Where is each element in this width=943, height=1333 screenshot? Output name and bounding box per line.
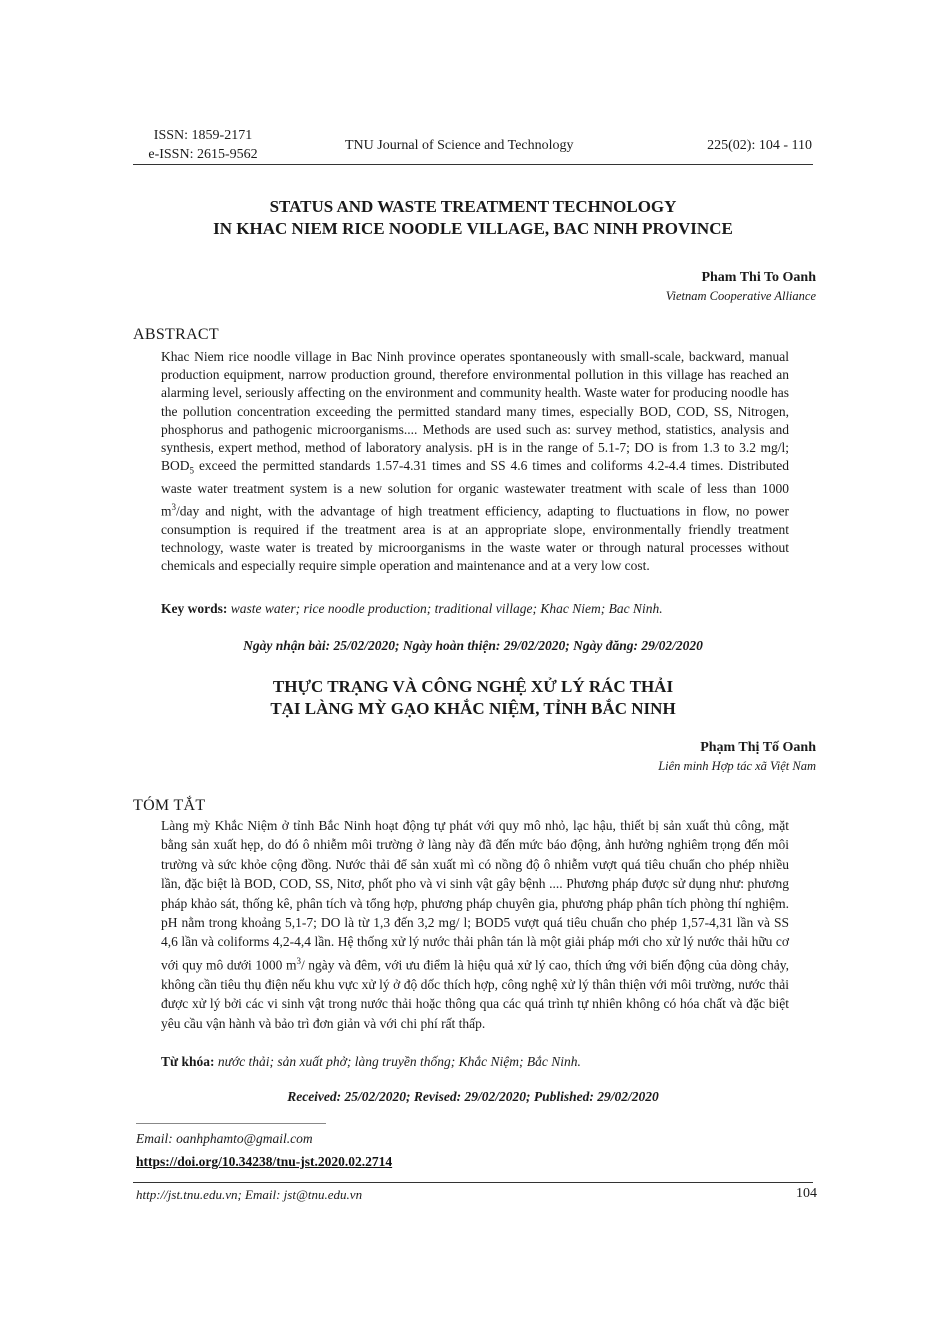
english-keywords (161, 601, 789, 617)
abstract-part3: /day and night, with the advantage of high treatment efficiency, adapting to fluctuations in flow, no power consumption is required if the treatment area is at an appropriate slope, environmentally friendly treatment technology, waste water is treated by microorganisms in the waste water or through natural processes without chemicals and especially require simple operation and maintenance and at a very low cost. (161, 503, 789, 574)
footnote-rule (136, 1123, 326, 1124)
vn-cubic-superscript: 3 (296, 955, 301, 966)
keywords-label: Key words: (161, 601, 228, 616)
journal-name: TNU Journal of Science and Technology (345, 138, 574, 153)
footer-links[interactable]: http://jst.tnu.edu.vn; Email: jst@tnu.edu.vn (136, 1187, 363, 1202)
english-title (133, 196, 813, 240)
author-email[interactable]: Email: oanhphamto@gmail.com (136, 1131, 313, 1146)
footer-rule (133, 1182, 813, 1183)
issn-block (133, 126, 273, 164)
vietnamese-keywords (161, 1054, 789, 1070)
cubic-superscript: 3 (171, 502, 177, 513)
tu-khoa-text: nước thải; sản xuất phở; làng truyền thống; Khắc Niệm; Bắc Ninh. (217, 1054, 581, 1069)
english-title-line1: STATUS AND WASTE TREATMENT TECHNOLOGY (269, 197, 677, 216)
english-title-line2: IN KHAC NIEM RICE NOODLE VILLAGE, BAC NINH PROVINCE (213, 219, 733, 238)
vietnamese-title-line2: TẠI LÀNG MỲ GẠO KHẮC NIỆM, TỈNH BẮC NINH (270, 699, 676, 718)
tom-tat-heading: TÓM TẮT (133, 797, 206, 814)
vietnamese-abstract (161, 816, 789, 1033)
bod-subscript: 5 (189, 465, 195, 476)
english-affiliation: Vietnam Cooperative Alliance (665, 289, 816, 303)
tom-tat-part2: / ngày và đêm, với ưu điểm là hiệu quả xử lý cao, thích ứng với biến động của dòng chảy, không cần tiêu thụ điện nếu khu vực xử lý ở độ dốc thích hợp, công nghệ xử lý thân thiện với môi trường, nước thải được xử lý bởi các vi sinh vật trong nước thải hoặc thông qua các quá trình tự nhiên không có hóa chất và đặc biệt yêu cầu vận hành và bảo trì đơn giản và với chi phí rất thấp. (161, 957, 789, 1031)
eissn: e-ISSN: 2615-9562 (148, 147, 258, 162)
vietnamese-affiliation: Liên minh Hợp tác xã Việt Nam (658, 759, 816, 773)
vietnamese-title (133, 676, 813, 720)
english-author: Pham Thi To Oanh (701, 270, 816, 285)
tom-tat-part1: Làng mỳ Khắc Niệm ở tỉnh Bắc Ninh hoạt động tự phát với quy mô nhỏ, lạc hậu, thiết bị sản xuất thủ công, mặt bằng sản xuất hẹp, do đó ô nhiễm môi trường ở làng này đã đến mức báo động, ảnh hưởng nghiêm trọng đến môi trường và sức khỏe cộng đồng. Nước thải để sản xuất mì có nồng độ ô nhiễm vượt quá tiêu chuẩn cho phép nhiều lần, đặc biệt là BOD, COD, SS, Nitơ, phốt pho và vi sinh vật gây bệnh .... Phương pháp được sử dụng như: phương pháp khảo sát, thống kê, phân tích và tổng hợp, phương pháp chuyên gia, phương pháp phân tích phòng thí nghiệm. pH nằm trong khoảng 5,1-7; DO là từ 1,3 đến 3,2 mg/ l; BOD5 vượt quá tiêu chuẩn cho phép 1,57-4,31 lần và SS 4,6 lần và coliforms 4,2-4,4 lần. Hệ thống xử lý nước thải phân tán là một giải pháp mới cho xử lý nước thải hữu cơ với quy mô dưới 1000 m (161, 818, 789, 973)
page-number: 104 (796, 1186, 817, 1201)
volume-pages: 225(02): 104 - 110 (707, 138, 812, 153)
abstract-heading: ABSTRACT (133, 326, 219, 343)
abstract-part1: Khac Niem rice noodle village in Bac Ninh province operates spontaneously with small-scale, backward, manual production equipment, narrow production ground, therefore environmental pollution in this village has reached an alarming level, seriously affecting on the environment and community health. Waste water for producing noodle has the pollution concentration exceeding the permitted standard many times, especially BOD, COD, SS, Nitrogen, phosphorus and pathogenic microorganisms.... Methods are used such as: survey method, statistics, analysis and synthesis, expert method, method of laboratory analysis. pH is in the range of 5.1-7; DO is from 1.3 to 3.2 mg/l; BOD (161, 349, 789, 474)
vietnamese-author: Phạm Thị Tố Oanh (700, 740, 816, 755)
header-rule (133, 164, 813, 165)
english-dates: Received: 25/02/2020; Revised: 29/02/2020; Published: 29/02/2020 (287, 1089, 659, 1104)
vietnamese-title-line1: THỰC TRẠNG VÀ CÔNG NGHỆ XỬ LÝ RÁC THẢI (272, 677, 674, 696)
english-abstract (161, 348, 789, 576)
abstract-part2: exceed the permitted standards 1.57-4.31 times and SS 4.6 times and coliforms 4.2-4.4 times. Distributed waste water treatment system is a new solution for organic wastewater treatment with scale of less than 1000 m (161, 458, 789, 519)
issn: ISSN: 1859-2171 (153, 128, 253, 143)
doi-link[interactable]: https://doi.org/10.34238/tnu-jst.2020.02.2714 (136, 1154, 393, 1169)
keywords-text: waste water; rice noodle production; traditional village; Khac Niem; Bac Ninh. (230, 601, 663, 616)
vietnamese-dates: Ngày nhận bài: 25/02/2020; Ngày hoàn thiện: 29/02/2020; Ngày đăng: 29/02/2020 (243, 638, 703, 653)
tu-khoa-label: Từ khóa: (161, 1054, 215, 1069)
